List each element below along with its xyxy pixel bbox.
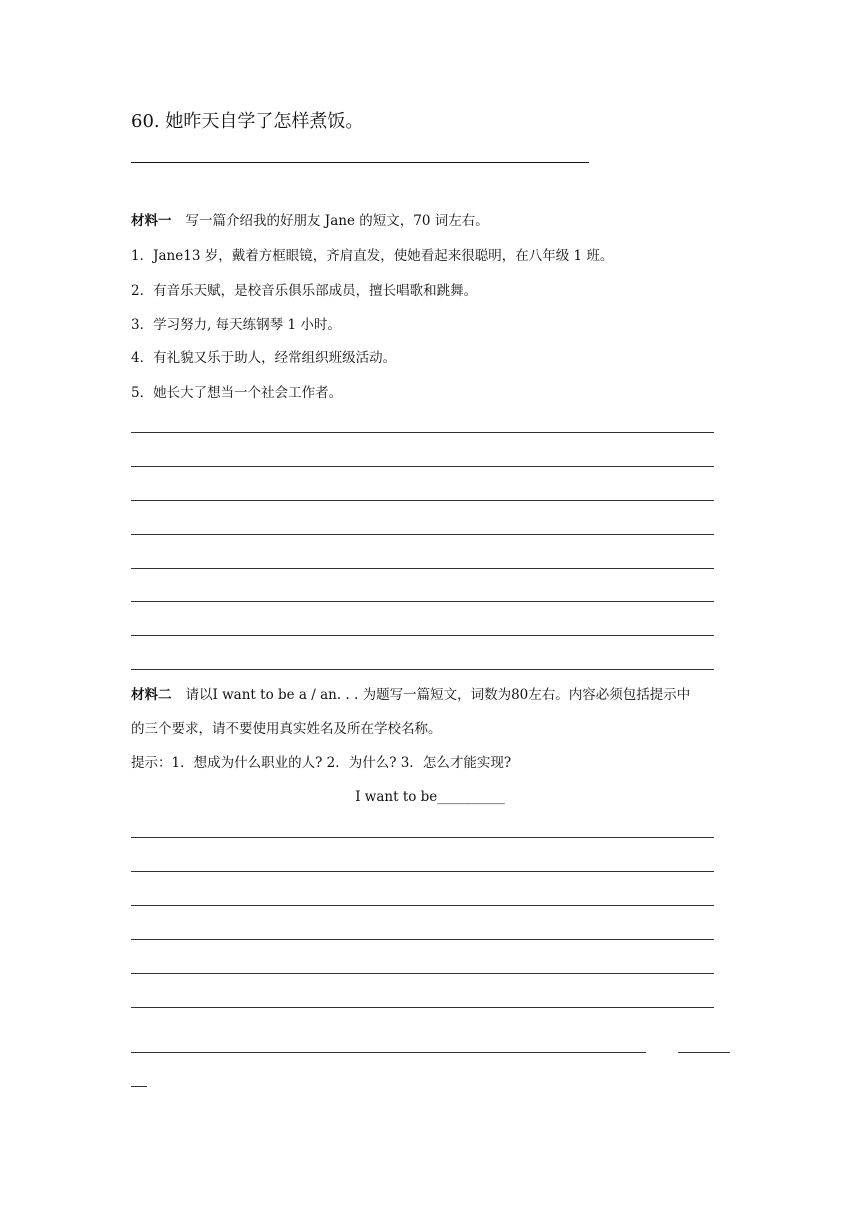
material2-label: 材料二 [131, 687, 172, 703]
writing-line[interactable] [131, 905, 714, 906]
material1-point-4: 4．有礼貌又乐于助人，经常组织班级活动。 [131, 350, 397, 366]
writing-line[interactable] [131, 635, 714, 636]
essay-title-blank[interactable]: __________ [437, 789, 505, 805]
writing-line[interactable] [131, 568, 714, 569]
writing-line[interactable] [131, 939, 714, 940]
writing-line[interactable] [131, 973, 714, 974]
writing-line[interactable] [131, 601, 714, 602]
writing-line[interactable] [131, 871, 714, 872]
answer-line-q60[interactable] [131, 162, 589, 163]
writing-line-short[interactable] [678, 1052, 730, 1053]
writing-line[interactable] [131, 669, 714, 670]
writing-line-tail[interactable] [131, 1086, 147, 1087]
material1-point-2: 2．有音乐天赋，是校音乐俱乐部成员，擅长唱歌和跳舞。 [131, 283, 478, 299]
material1-heading [131, 211, 489, 231]
writing-line[interactable] [131, 466, 714, 467]
writing-line[interactable] [131, 534, 714, 535]
essay-title [0, 787, 860, 807]
material1-point-1: 1．Jane13 岁，戴着方框眼镜，齐肩直发，使她看起来很聪明，在八年级 1 班。 [131, 248, 614, 264]
material1-point-3: 3．学习努力, 每天练钢琴 1 小时。 [131, 317, 341, 333]
material2-hints: 提示：1．想成为什么职业的人? 2．为什么? 3．怎么才能实现? [131, 755, 512, 771]
material2-heading [131, 685, 690, 705]
material1-label: 材料一 [131, 213, 172, 229]
material1-prompt: 写一篇介绍我的好朋友 Jane 的短文，70 词左右。 [185, 213, 489, 229]
writing-line[interactable] [131, 500, 714, 501]
material1-point-5: 5．她长大了想当一个社会工作者。 [131, 385, 343, 401]
writing-line[interactable] [131, 1007, 714, 1008]
essay-title-text: I want to be [355, 789, 438, 805]
writing-line[interactable] [131, 432, 714, 433]
writing-line[interactable] [131, 1052, 646, 1053]
question-60: 60. 她昨天自学了怎样煮饭。 [131, 111, 364, 132]
writing-line[interactable] [131, 837, 714, 838]
material2-prompt-line1: 请以I want to be a / an. . . 为题写一篇短文，词数为80左右。内容必须包括提示中 [185, 687, 691, 703]
material2-prompt-line2: 的三个要求，请不要使用真实姓名及所在学校名称。 [131, 721, 442, 737]
